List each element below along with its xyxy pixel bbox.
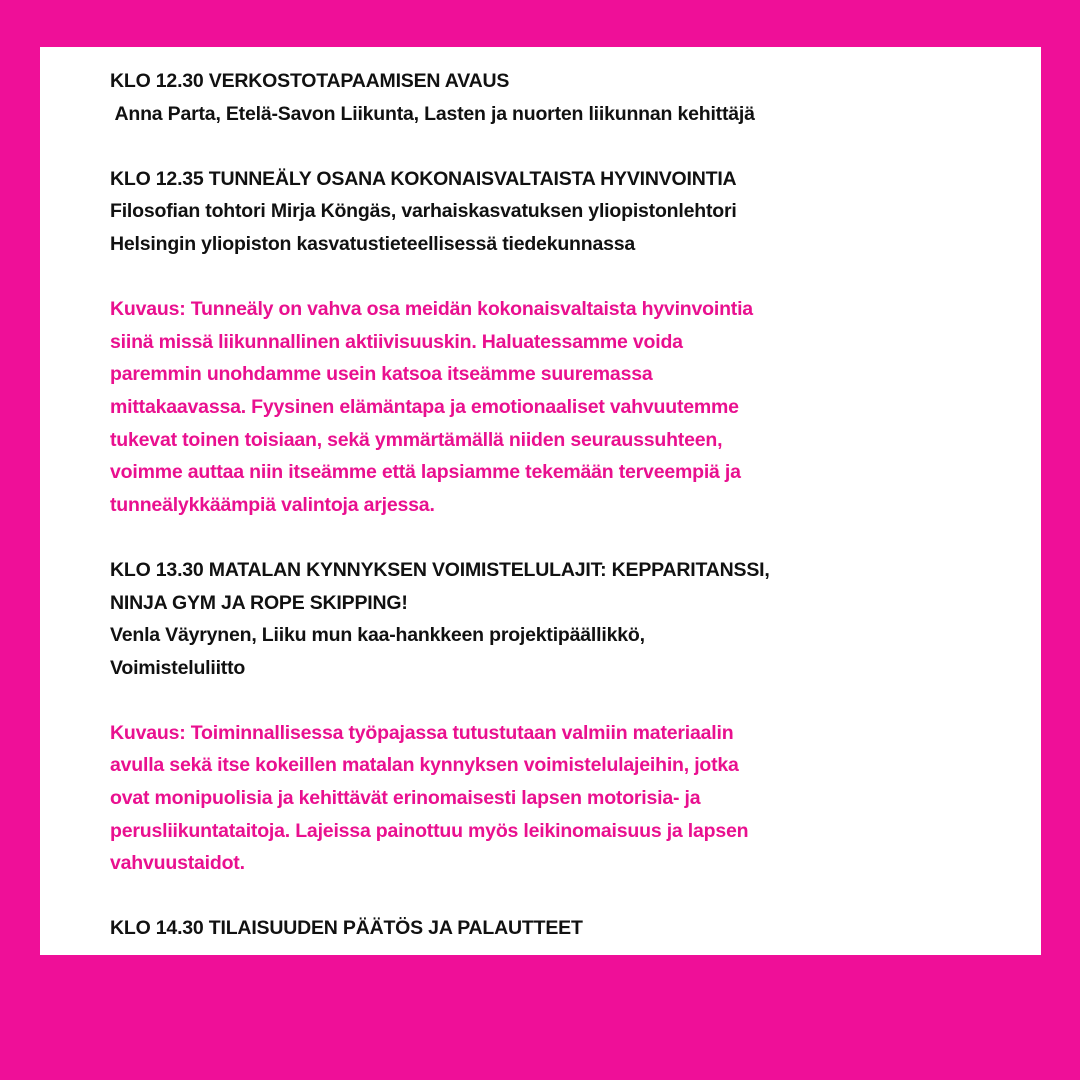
- schedule-item-closing: [110, 912, 1010, 945]
- speaker-info: Venla Väyrynen, Liiku mun kaa-hankkeen projektipäällikkö,: [110, 624, 645, 647]
- description-line: siinä missä liikunnallinen aktiivisuuskin. Haluatessamme voida: [110, 330, 683, 353]
- description-line: Kuvaus: Toiminnallisessa työpajassa tutustutaan valmiin materiaalin: [110, 721, 734, 744]
- schedule-heading: KLO 14.30 TILAISUUDEN PÄÄTÖS JA PALAUTTEET: [110, 917, 583, 940]
- description-line: paremmin unohdamme usein katsoa itseämme suuremassa: [110, 363, 653, 386]
- speaker-info: Filosofian tohtori Mirja Köngäs, varhaiskasvatuksen yliopistonlehtori: [110, 200, 737, 223]
- description-line: tunneälykkäämpiä valintoja arjessa.: [110, 493, 435, 516]
- schedule-item-gymnastics: [110, 554, 1010, 684]
- speaker-info: Voimisteluliitto: [110, 656, 246, 679]
- schedule-heading: NINJA GYM JA ROPE SKIPPING!: [110, 591, 408, 614]
- schedule-heading: KLO 13.30 MATALAN KYNNYKSEN VOIMISTELULAJIT: KEPPARITANSSI,: [110, 558, 770, 581]
- schedule-item-emotional-intelligence: [110, 163, 1010, 261]
- program-card: [40, 47, 1041, 955]
- description-line: perusliikuntataitoja. Lajeissa painottuu myös leikinomaisuus ja lapsen: [110, 819, 749, 842]
- description-gymnastics: [110, 717, 1010, 880]
- schedule-item-opening: [110, 65, 1010, 130]
- description-emotional-intelligence: [110, 293, 1010, 521]
- program-content: [110, 65, 1010, 978]
- speaker-info: Anna Parta, Etelä-Savon Liikunta, Lasten ja nuorten liikunnan kehittäjä: [110, 102, 755, 125]
- schedule-heading: KLO 12.30 VERKOSTOTAPAAMISEN AVAUS: [110, 70, 510, 92]
- description-line: voimme auttaa niin itseämme että lapsiamme tekemään terveempiä ja: [110, 461, 741, 484]
- description-line: avulla sekä itse kokeillen matalan kynnyksen voimistelulajeihin, jotka: [110, 754, 739, 777]
- schedule-heading: KLO 12.35 TUNNEÄLY OSANA KOKONAISVALTAISTA HYVINVOINTIA: [110, 167, 737, 190]
- description-line: mittakaavassa. Fyysinen elämäntapa ja emotionaaliset vahvuutemme: [110, 395, 739, 418]
- description-line: ovat monipuolisia ja kehittävät erinomaisesti lapsen motorisia- ja: [110, 787, 701, 810]
- description-line: Kuvaus: Tunneäly on vahva osa meidän kokonaisvaltaista hyvinvointia: [110, 298, 753, 321]
- speaker-info: Helsingin yliopiston kasvatustieteellisessä tiedekunnassa: [110, 232, 636, 255]
- description-line: vahvuustaidot.: [110, 852, 245, 875]
- description-line: tukevat toinen toisiaan, sekä ymmärtämällä niiden seuraussuhteen,: [110, 428, 723, 451]
